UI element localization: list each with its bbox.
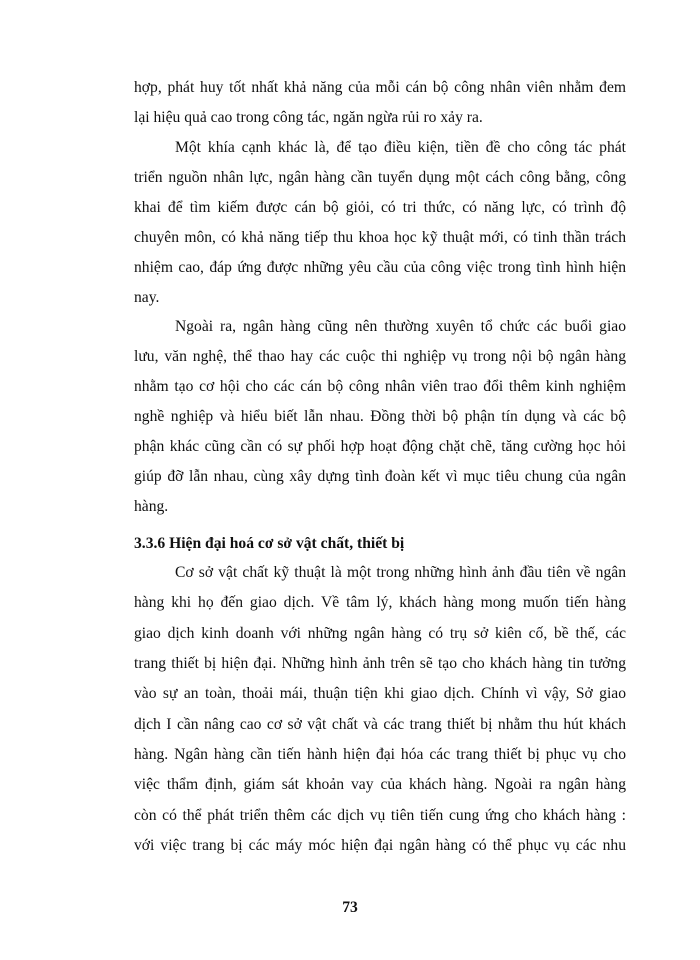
text-line: giao dịch kinh doanh với những ngân hàng có trụ sở kiên cố, bề thế, các: [134, 625, 626, 642]
text-line: nghề nghiệp và hiểu biết lẫn nhau. Đồng thời bộ phận tín dụng và các bộ: [134, 408, 626, 425]
text-line: giúp đỡ lẫn nhau, cùng xây dựng tình đoàn kết vì mục tiêu chung của ngân: [134, 468, 626, 485]
text-line: nhiệm cao, đáp ứng được những yêu cầu của công việc trong tình hình hiện: [134, 259, 626, 276]
text-line: khai để tìm kiếm được cán bộ giỏi, có tri thức, có năng lực, có trình độ: [134, 199, 626, 216]
text-line: trang thiết bị hiện đại. Những hình ảnh trên sẽ tạo cho khách hàng tin tưởng: [134, 655, 626, 672]
text-line: chuyên môn, có khả năng tiếp thu khoa học kỹ thuật mới, có tinh thần trách: [134, 229, 626, 246]
text-line: Ngoài ra, ngân hàng cũng nên thường xuyên tổ chức các buổi giao: [175, 318, 626, 335]
text-line: vào sự an toàn, thoải mái, thuận tiện khi giao dịch. Chính vì vậy, Sở giao: [134, 685, 626, 702]
page-number: 73: [342, 899, 358, 916]
text-line: phận khác cũng cần có sự phối hợp hoạt động chặt chẽ, tăng cường học hỏi: [134, 438, 626, 455]
text-line: hàng khi họ đến giao dịch. Về tâm lý, khách hàng mong muốn tiến hàng: [134, 594, 626, 611]
section-heading: 3.3.6 Hiện đại hoá cơ sở vật chất, thiết bị: [134, 535, 405, 552]
text-line: với việc trang bị các máy móc hiện đại ngân hàng có thể phục vụ các nhu: [134, 837, 626, 854]
text-line: lưu, văn nghệ, thể thao hay các cuộc thi nghiệp vụ trong nội bộ ngân hàng: [134, 348, 626, 365]
text-line: Một khía cạnh khác là, để tạo điều kiện, tiền đề cho công tác phát: [175, 139, 626, 156]
text-line: nay.: [134, 289, 160, 306]
text-line: hàng.: [134, 498, 169, 515]
text-line: hợp, phát huy tốt nhất khả năng của mỗi cán bộ công nhân viên nhằm đem: [134, 79, 626, 96]
text-line: nhằm tạo cơ hội cho các cán bộ công nhân viên trao đổi thêm kinh nghiệm: [134, 378, 626, 395]
text-line: Cơ sở vật chất kỹ thuật là một trong những hình ảnh đầu tiên về ngân: [175, 564, 626, 581]
text-line: hàng. Ngân hàng cần tiến hành hiện đại hóa các trang thiết bị phục vụ cho: [134, 746, 626, 763]
text-line: việc thẩm định, giám sát khoản vay của khách hàng. Ngoài ra ngân hàng: [134, 776, 626, 793]
text-line: triển nguồn nhân lực, ngân hàng cần tuyển dụng một cách công bằng, công: [134, 169, 626, 186]
text-line: còn có thể phát triển thêm các dịch vụ tiên tiến cung ứng cho khách hàng :: [134, 807, 626, 824]
text-line: dịch I cần nâng cao cơ sở vật chất và các trang thiết bị nhằm thu hút khách: [134, 716, 626, 733]
text-line: lại hiệu quả cao trong công tác, ngăn ngừa rủi ro xảy ra.: [134, 109, 483, 126]
